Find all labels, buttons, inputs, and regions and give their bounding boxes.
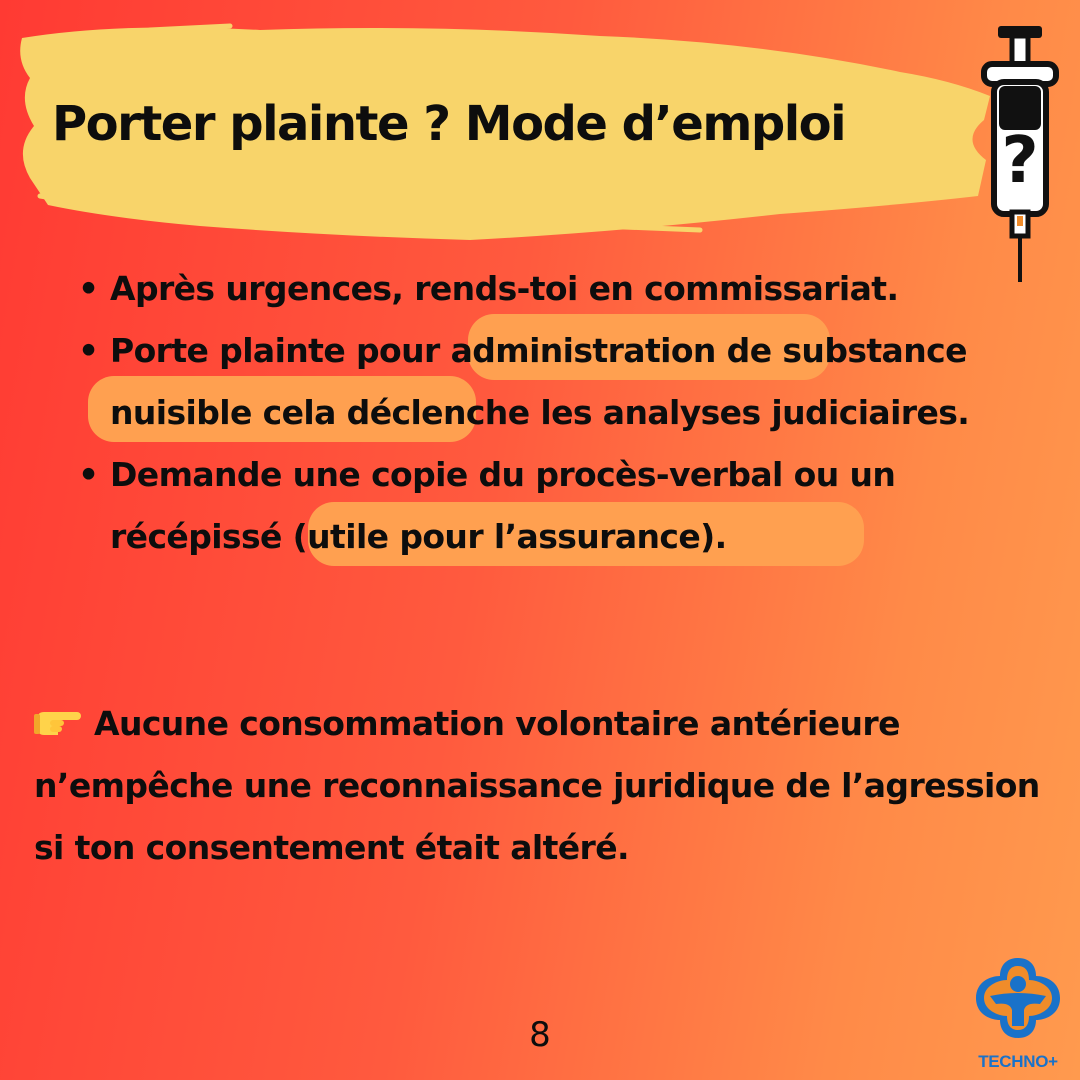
- svg-text:?: ?: [1001, 124, 1039, 198]
- highlighted-text: une copie du procès-verbal: [292, 455, 783, 494]
- techno-plus-logo-icon: [968, 950, 1068, 1046]
- note-text: Aucune consommation volontaire antérieure n’empêche une reconnaissance juridique de l’agression si ton consentement était altéré.: [34, 704, 1040, 867]
- bullet-item: [78, 444, 1038, 568]
- page-number: 8: [529, 1015, 551, 1055]
- page-title: Porter plainte ? Mode d’emploi: [52, 96, 846, 152]
- bullet-text: Après urgences, rends-toi en commissariat.: [110, 269, 899, 308]
- logo-text: TECHNO+: [978, 1052, 1058, 1071]
- bullet-text: Demande: [110, 455, 293, 494]
- note-paragraph: [34, 693, 1044, 879]
- syringe-question-icon: [978, 20, 1062, 284]
- pointing-hand-icon: [34, 707, 82, 737]
- bullet-dot-icon: •: [78, 455, 99, 494]
- bullet-dot-icon: •: [78, 331, 99, 370]
- bullet-text: ou un récépissé (utile pour l’assurance).: [110, 455, 896, 556]
- highlighted-text: administration de substance nuisible: [110, 331, 967, 432]
- bullet-item: [78, 320, 1038, 444]
- bullet-list: [78, 258, 1038, 568]
- bullet-text: Porte plainte pour: [110, 331, 451, 370]
- bullet-dot-icon: •: [78, 269, 99, 308]
- bullet-text: cela déclenche les analyses judiciaires.: [251, 393, 970, 432]
- bullet-item: [78, 258, 1038, 320]
- techno-plus-logo: [968, 950, 1068, 1072]
